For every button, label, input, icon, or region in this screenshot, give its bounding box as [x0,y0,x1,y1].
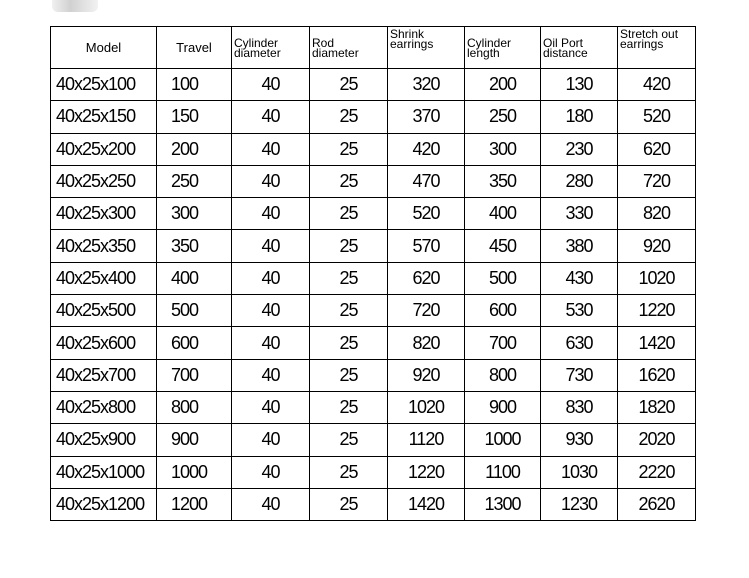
cell-rod-diameter: 25 [310,262,388,294]
cell-cylinder-diameter: 40 [232,133,310,165]
cell-travel: 900 [157,424,232,456]
cell-oil-port-distance: 130 [541,69,618,101]
cell-stretch-out-earrings: 1820 [618,391,696,423]
cell-shrink-earrings: 520 [388,198,465,230]
cell-travel: 350 [157,230,232,262]
cell-oil-port-distance: 280 [541,165,618,197]
cell-oil-port-distance: 330 [541,198,618,230]
cell-stretch-out-earrings: 820 [618,198,696,230]
header-cylinder-length-line2: length [467,46,500,60]
cell-stretch-out-earrings: 2220 [618,456,696,488]
cell-model: 40x25x600 [51,327,157,359]
cell-shrink-earrings: 320 [388,69,465,101]
cell-model: 40x25x900 [51,424,157,456]
cell-cylinder-diameter: 40 [232,69,310,101]
cell-cylinder-length: 450 [465,230,541,262]
table-row [51,198,696,230]
cell-stretch-out-earrings: 520 [618,101,696,133]
cell-cylinder-diameter: 40 [232,391,310,423]
cell-cylinder-diameter: 40 [232,424,310,456]
cell-stretch-out-earrings: 2620 [618,488,696,520]
cell-cylinder-diameter: 40 [232,262,310,294]
table-row [51,165,696,197]
cell-rod-diameter: 25 [310,391,388,423]
header-stretch-out-earrings-line2: earrings [620,37,664,51]
cell-cylinder-diameter: 40 [232,359,310,391]
cell-shrink-earrings: 920 [388,359,465,391]
cell-cylinder-length: 800 [465,359,541,391]
spec-table [50,26,696,521]
header-rod-diameter-line1: Rod [312,36,335,50]
header-cylinder-length-line1: Cylinder [467,36,512,50]
cell-rod-diameter: 25 [310,359,388,391]
cell-travel: 400 [157,262,232,294]
cell-stretch-out-earrings: 620 [618,133,696,165]
header-shrink-earrings [388,27,465,69]
cell-travel: 700 [157,359,232,391]
cell-shrink-earrings: 620 [388,262,465,294]
cell-oil-port-distance: 180 [541,101,618,133]
table-row [51,424,696,456]
cell-cylinder-length: 300 [465,133,541,165]
cell-cylinder-diameter: 40 [232,295,310,327]
table-row [51,133,696,165]
cell-shrink-earrings: 420 [388,133,465,165]
cell-rod-diameter: 25 [310,295,388,327]
header-cylinder-diameter-line2: diameter [234,46,281,60]
table-row [51,101,696,133]
cell-rod-diameter: 25 [310,198,388,230]
cell-shrink-earrings: 370 [388,101,465,133]
header-stretch-out-earrings-line1: Stretch out [620,27,679,41]
header-cylinder-length [465,27,541,69]
cell-oil-port-distance: 430 [541,262,618,294]
cell-model: 40x25x1200 [51,488,157,520]
header-oil-port-distance [541,27,618,69]
cell-rod-diameter: 25 [310,69,388,101]
cell-rod-diameter: 25 [310,133,388,165]
cell-stretch-out-earrings: 1020 [618,262,696,294]
cell-stretch-out-earrings: 720 [618,165,696,197]
cell-travel: 500 [157,295,232,327]
cell-travel: 150 [157,101,232,133]
cell-cylinder-length: 1100 [465,456,541,488]
cell-stretch-out-earrings: 2020 [618,424,696,456]
cell-cylinder-diameter: 40 [232,165,310,197]
cell-cylinder-diameter: 40 [232,198,310,230]
table-row [51,488,696,520]
cell-oil-port-distance: 530 [541,295,618,327]
cell-cylinder-length: 250 [465,101,541,133]
cell-cylinder-length: 600 [465,295,541,327]
watermark-smudge [52,0,98,12]
header-shrink-earrings-line2: earrings [390,37,434,51]
cell-travel: 1000 [157,456,232,488]
cell-cylinder-length: 1300 [465,488,541,520]
cell-model: 40x25x700 [51,359,157,391]
cell-shrink-earrings: 1420 [388,488,465,520]
cell-oil-port-distance: 1230 [541,488,618,520]
cell-travel: 100 [157,69,232,101]
header-oil-port-distance-line2: distance [543,46,588,60]
cell-rod-diameter: 25 [310,456,388,488]
table-header-row [51,27,696,69]
table-row [51,391,696,423]
table-row [51,327,696,359]
cell-travel: 800 [157,391,232,423]
cell-model: 40x25x1000 [51,456,157,488]
cell-cylinder-diameter: 40 [232,456,310,488]
header-cylinder-diameter [232,27,310,69]
cell-cylinder-length: 350 [465,165,541,197]
cell-cylinder-diameter: 40 [232,327,310,359]
table-row [51,456,696,488]
cell-model: 40x25x800 [51,391,157,423]
cell-shrink-earrings: 1120 [388,424,465,456]
cell-stretch-out-earrings: 420 [618,69,696,101]
table-row [51,230,696,262]
cell-oil-port-distance: 1030 [541,456,618,488]
cell-travel: 250 [157,165,232,197]
header-model: Model [51,27,157,69]
cell-oil-port-distance: 630 [541,327,618,359]
header-shrink-earrings-line1: Shrink [390,27,425,41]
cell-model: 40x25x100 [51,69,157,101]
cell-oil-port-distance: 930 [541,424,618,456]
cell-oil-port-distance: 380 [541,230,618,262]
cell-rod-diameter: 25 [310,101,388,133]
cell-cylinder-length: 900 [465,391,541,423]
cell-cylinder-diameter: 40 [232,230,310,262]
cell-cylinder-length: 700 [465,327,541,359]
cell-travel: 200 [157,133,232,165]
cell-shrink-earrings: 1020 [388,391,465,423]
cell-oil-port-distance: 830 [541,391,618,423]
table-body [51,69,696,521]
table-row [51,359,696,391]
cell-model: 40x25x150 [51,101,157,133]
cell-rod-diameter: 25 [310,327,388,359]
cell-model: 40x25x200 [51,133,157,165]
cell-cylinder-length: 200 [465,69,541,101]
cell-shrink-earrings: 470 [388,165,465,197]
cell-travel: 1200 [157,488,232,520]
table-row [51,69,696,101]
cell-oil-port-distance: 230 [541,133,618,165]
cell-cylinder-diameter: 40 [232,101,310,133]
cell-model: 40x25x250 [51,165,157,197]
cell-rod-diameter: 25 [310,488,388,520]
header-rod-diameter [310,27,388,69]
cell-shrink-earrings: 570 [388,230,465,262]
cell-stretch-out-earrings: 920 [618,230,696,262]
cell-model: 40x25x400 [51,262,157,294]
cell-model: 40x25x500 [51,295,157,327]
cell-cylinder-diameter: 40 [232,488,310,520]
cell-oil-port-distance: 730 [541,359,618,391]
header-cylinder-diameter-line1: Cylinder [234,36,279,50]
cell-shrink-earrings: 720 [388,295,465,327]
cell-model: 40x25x350 [51,230,157,262]
table-row [51,295,696,327]
cell-cylinder-length: 400 [465,198,541,230]
cell-rod-diameter: 25 [310,165,388,197]
header-stretch-out-earrings [618,27,696,69]
header-travel: Travel [157,27,232,69]
header-rod-diameter-line2: diameter [312,46,359,60]
cell-cylinder-length: 1000 [465,424,541,456]
header-oil-port-distance-line1: Oil Port [543,36,584,50]
cell-stretch-out-earrings: 1620 [618,359,696,391]
cell-shrink-earrings: 1220 [388,456,465,488]
cell-rod-diameter: 25 [310,230,388,262]
cell-travel: 300 [157,198,232,230]
cell-stretch-out-earrings: 1420 [618,327,696,359]
table-row [51,262,696,294]
cell-cylinder-length: 500 [465,262,541,294]
cell-travel: 600 [157,327,232,359]
cell-model: 40x25x300 [51,198,157,230]
cell-shrink-earrings: 820 [388,327,465,359]
cell-rod-diameter: 25 [310,424,388,456]
cell-stretch-out-earrings: 1220 [618,295,696,327]
